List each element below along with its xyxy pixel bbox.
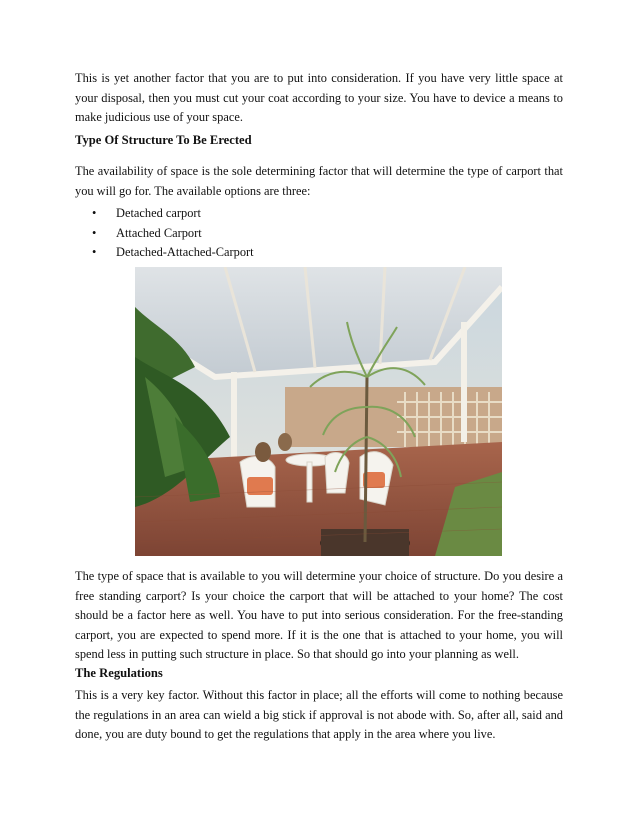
bullet-icon: • xyxy=(92,206,97,220)
carport-patio-photo xyxy=(135,267,502,556)
section-heading-structure: Type Of Structure To Be Erected xyxy=(75,133,252,147)
intro-paragraph: This is yet another factor that you are to put into consideration. If you have very little space at your disposal, then you must cut your coat according to your size. You have to device a means to make judicious use of your space. xyxy=(75,71,563,124)
regulations-paragraph: This is a very key factor. Without this factor in place; all the efforts will come to nothing because the regulations in an area can wield a big stick if approval is not abode with. So, after all, said and done, you are duty bound to get the regulations that apply in the area where you live. xyxy=(75,688,563,741)
list-item-label: Attached Carport xyxy=(116,225,202,240)
list-item-label: Detached-Attached-Carport xyxy=(116,245,254,259)
bullet-icon: • xyxy=(92,225,97,240)
bullet-icon: • xyxy=(92,245,97,259)
list-item xyxy=(90,243,254,263)
list-item xyxy=(90,224,254,244)
list-item xyxy=(90,204,254,224)
list-item-label: Detached carport xyxy=(116,206,201,220)
structure-choice-paragraph: The type of space that is available to you will determine your choice of structure. Do you desire a free standing carport? Is your choice the carport that will be attached to your home? The cost should be a factor here as well. You have to put into serious consideration. For the free-standing carport, you are expected to spend more. If it is the one that is attached to your home, you will spend less in putting such structure in place. So that should go into your planning as well. xyxy=(75,569,563,661)
carport-options-list xyxy=(90,204,254,263)
section-heading-regulations: The Regulations xyxy=(75,666,163,680)
availability-paragraph: The availability of space is the sole determining factor that will determine the type of carport that you will go for. The available options are three: xyxy=(75,164,563,198)
